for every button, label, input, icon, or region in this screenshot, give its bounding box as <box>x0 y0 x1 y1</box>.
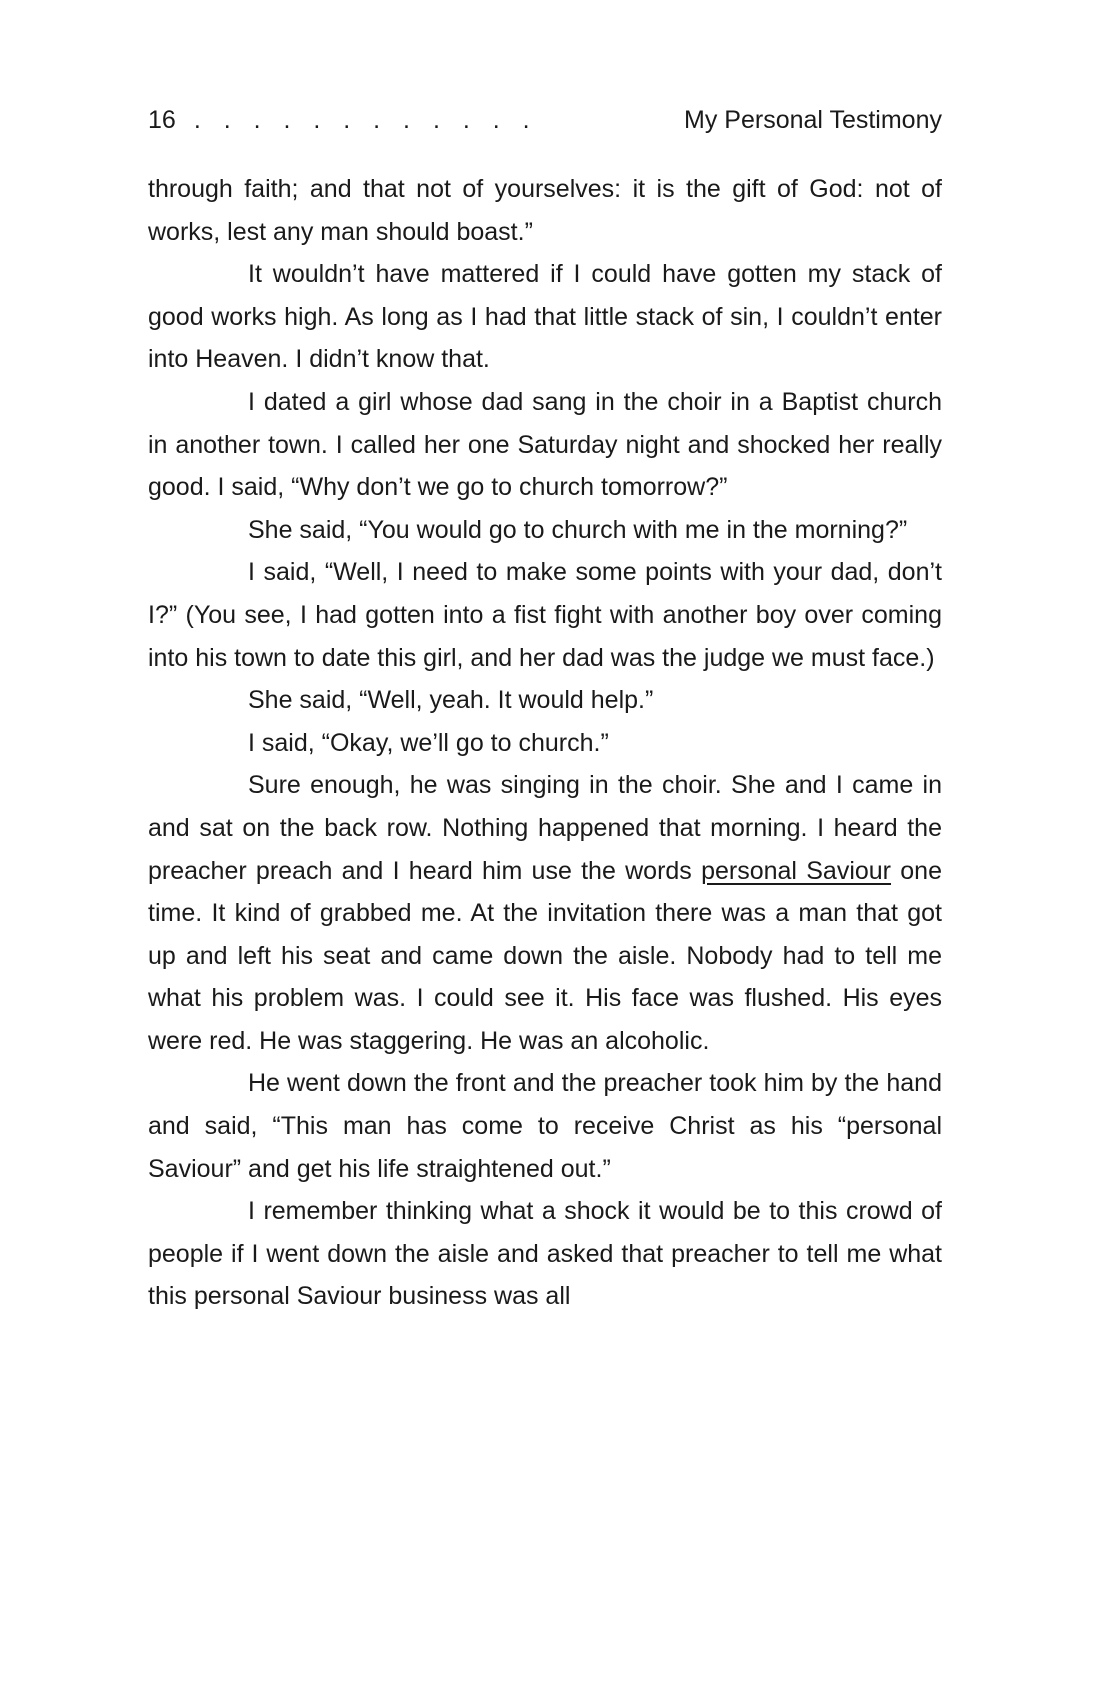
paragraph: She said, “You would go to church with me in the morning?” <box>248 515 908 544</box>
paragraph: He went down the front and the preacher took him by the hand and said, “This man has come to receive Christ as his “personal Saviour” and get his life straightened out.” <box>148 1069 942 1183</box>
page-number: 16 <box>148 106 176 134</box>
underlined-phrase: personal Saviour <box>701 856 892 885</box>
paragraph-text: one time. It kind of grabbed me. At the invitation there was a man that got up and left his seat and came down the aisle. Nobody had to tell me what his problem was. I could see it. His face was flushed. His eyes were red. He was staggering. He was an alcoholic. <box>148 856 942 1055</box>
paragraph: I remember thinking what a shock it would be to this crowd of people if I went down the aisle and asked that preacher to tell me what this personal Saviour business was all <box>148 1197 942 1311</box>
paragraph: It wouldn’t have mattered if I could have gotten my stack of good works high. As long as I had that little stack of sin, I couldn’t enter into Heaven. I didn’t know that. <box>148 260 942 374</box>
paragraph: I said, “Okay, we’ll go to church.” <box>248 728 609 757</box>
book-title: My Personal Testimony <box>684 106 942 134</box>
paragraph-text: Sure enough, he was singing in the choir. She and I came in and sat on the back row. Nothing happened that morning. I heard the preacher preach and I heard him use the words <box>148 771 942 885</box>
running-header <box>148 100 942 140</box>
paragraph: through faith; and that not of yourselves: it is the gift of God: not of works, lest any man should boast.” <box>148 175 942 246</box>
body-text <box>148 168 942 1318</box>
paragraph: She said, “Well, yeah. It would help.” <box>248 686 654 715</box>
dot-leader: . . . . . . . . . . . . <box>193 106 530 134</box>
paragraph: I said, “Well, I need to make some points with your dad, don’t I?” (You see, I had gotten into a fist fight with another boy over coming into his town to date this girl, and her dad was the judge we must face.) <box>148 558 942 672</box>
paragraph: I dated a girl whose dad sang in the choir in a Baptist church in another town. I called her one Saturday night and shocked her really good. I said, “Why don’t we go to church tomorrow?” <box>148 387 942 502</box>
paragraph <box>148 764 942 1062</box>
